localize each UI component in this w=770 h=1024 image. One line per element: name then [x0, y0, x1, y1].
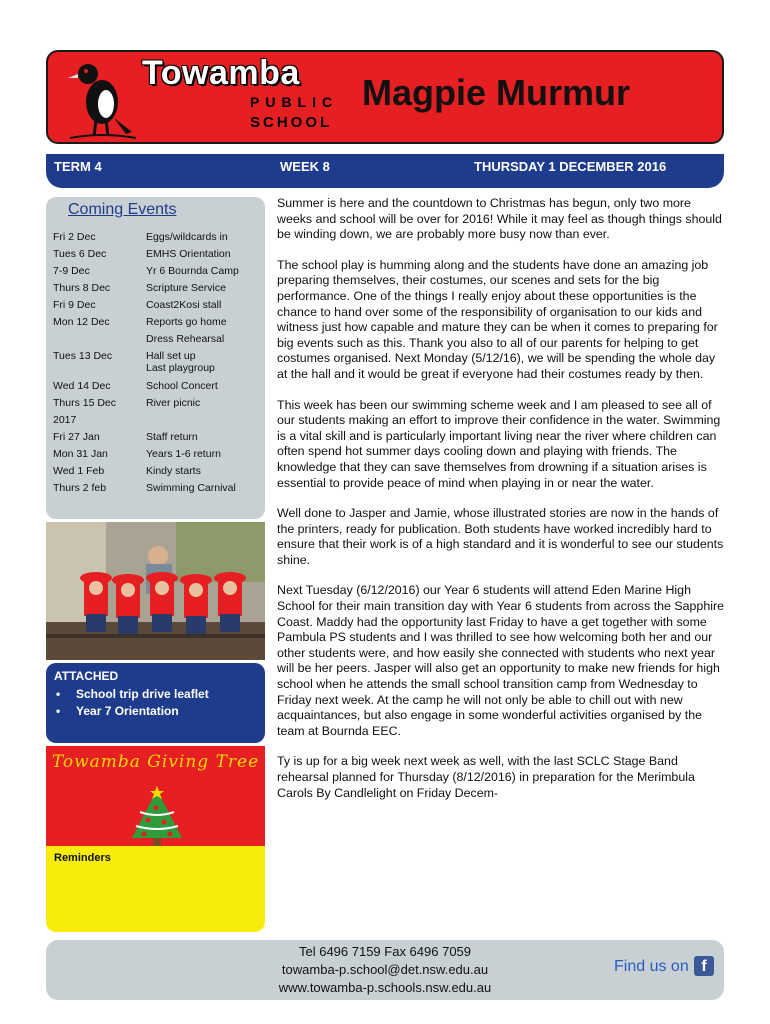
event-description: Years 1-6 return	[146, 448, 221, 460]
reminders-panel	[46, 846, 265, 932]
footer-phone: Tel 6496 7159 Fax 6496 7059	[298, 944, 472, 959]
week-label: WEEK 8	[280, 159, 330, 174]
contact-footer	[46, 940, 724, 1000]
newsletter-header	[46, 50, 724, 144]
coming-events-title: Coming Events	[68, 201, 177, 218]
attached-item[interactable]	[56, 687, 209, 701]
event-date: Fri 2 Dec	[53, 231, 96, 243]
bullet-icon: •	[56, 704, 61, 718]
event-description: Last playgroup	[146, 362, 215, 374]
event-description: EMHS Orientation	[146, 248, 231, 260]
event-description: School Concert	[146, 380, 218, 392]
attached-item[interactable]	[56, 704, 179, 718]
magpie-icon	[66, 58, 138, 142]
school-subtitle-public: PUBLIC	[250, 94, 339, 110]
giving-tree-title: Towamba Giving Tree	[51, 752, 260, 772]
find-us-label[interactable]: Find us on	[614, 958, 689, 975]
event-description: Reports go home	[146, 316, 227, 328]
event-date: Thurs 15 Dec	[53, 397, 117, 409]
facebook-icon[interactable]: f	[694, 956, 714, 976]
coming-events-panel	[46, 197, 265, 519]
attached-item-label: Year 7 Orientation	[76, 704, 179, 718]
article-paragraph: Well done to Jasper and Jamie, whose illustrated stories are now in the hands of the printers, ready for publication. Both students have worked incredibly hard to ensure that their work is of a high standard and it is wonderful to see our students shine.	[277, 506, 724, 567]
christmas-tree-icon	[122, 782, 192, 846]
article-paragraph: This week has been our swimming scheme week and I am pleased to see all of our students making an effort to improve their confidence in the water. Swimming is a vital skill and is particularly important living near the river where children can often spend hot summer days cooling down and playing with friends. The knowledge that they can save themselves from drowning if a situation arises is essential to provide peace of mind when playing in or near the water.	[277, 397, 721, 490]
event-description: Scripture Service	[146, 282, 226, 294]
event-description: Eggs/wildcards in	[146, 231, 228, 243]
term-bar	[46, 154, 724, 188]
event-date: Thurs 8 Dec	[53, 282, 111, 294]
article-paragraph: Ty is up for a big week next week as well, with the last SCLC Stage Band rehearsal planned for Thursday (8/12/2016) in preparation for the Merimbula Carols By Candlelight on Friday Decem-	[277, 754, 695, 800]
event-date: 2017	[53, 414, 77, 426]
students-photo	[46, 522, 265, 660]
event-description: Staff return	[146, 431, 198, 443]
article-paragraph: The school play is humming along and the students have done an amazing job preparing themselves, their costumes, our scenes and sets for the big performance. One of the things I really enjoy about these opportunities is the chance to hand over some of the responsibility of organisation to our kids and witness just how capable and mature they can be when it comes to preparing for big events such as this. Thank you also to all of our parents for helping to get costumes organised. Next Monday (5/12/16), we will be spending the whole day at the hall and it would be great if everyone had their costumes ready by then.	[277, 257, 718, 381]
event-description: Swimming Carnival	[146, 482, 236, 494]
event-date: Tues 13 Dec	[53, 350, 113, 362]
event-description: Kindy starts	[146, 465, 201, 477]
attached-title: ATTACHED	[54, 669, 119, 683]
event-date: 7-9 Dec	[53, 265, 90, 277]
school-name: Towamba	[142, 54, 300, 92]
event-date: Mon 31 Jan	[53, 448, 108, 460]
article-paragraph: Summer is here and the countdown to Christmas has begun, only two more weeks and school will be over for 2016! While it may feel as though things should be winding down, we are probably more busy now than ever.	[277, 196, 722, 242]
event-date: Tues 6 Dec	[53, 248, 107, 260]
footer-email[interactable]: towamba-p.school@det.nsw.edu.au	[281, 962, 489, 977]
school-subtitle-school: SCHOOL	[250, 114, 333, 131]
article-paragraph: Next Tuesday (6/12/2016) our Year 6 students will attend Eden Marine High School for their main transition day with Year 6 students from across the Sapphire Coast. Maddy had the opportunity last Friday to have a get together with some Pambula PS students and I was thrilled to see how welcoming both her and our other students were, and how easily she connected with students who next year will be her peers. Jasper will also get an opportunity to make new friends for high school when he attends the small school transition camp from Wednesday to Friday next week. At the camp he will not only be able to chill out with new acquaintances, but also engage in some wonderful activities organised by the team at Bournda EEC.	[277, 583, 724, 738]
event-date: Wed 14 Dec	[53, 380, 111, 392]
event-date: Wed 1 Feb	[53, 465, 105, 477]
term-label: TERM 4	[54, 159, 102, 174]
event-date: Fri 27 Jan	[53, 431, 100, 443]
bullet-icon: •	[56, 687, 61, 701]
issue-date: THURSDAY 1 DECEMBER 2016	[474, 159, 667, 174]
event-description: River picnic	[146, 397, 201, 409]
reminders-title: Reminders	[54, 852, 111, 864]
event-description: Dress Rehearsal	[146, 333, 225, 345]
attached-item-label: School trip drive leaflet	[76, 687, 209, 701]
event-date: Thurs 2 feb	[53, 482, 107, 494]
event-description: Yr 6 Bournda Camp	[146, 265, 239, 277]
footer-website[interactable]: www.towamba-p.schools.nsw.edu.au	[278, 980, 492, 995]
event-description: Coast2Kosi stall	[146, 299, 222, 311]
giving-tree-panel	[46, 746, 265, 846]
event-date: Fri 9 Dec	[53, 299, 96, 311]
principal-article	[277, 196, 725, 936]
event-description: Hall set up	[146, 350, 196, 362]
event-date: Mon 12 Dec	[53, 316, 110, 328]
attached-panel	[46, 663, 265, 743]
newsletter-title: Magpie Murmur	[362, 72, 631, 113]
